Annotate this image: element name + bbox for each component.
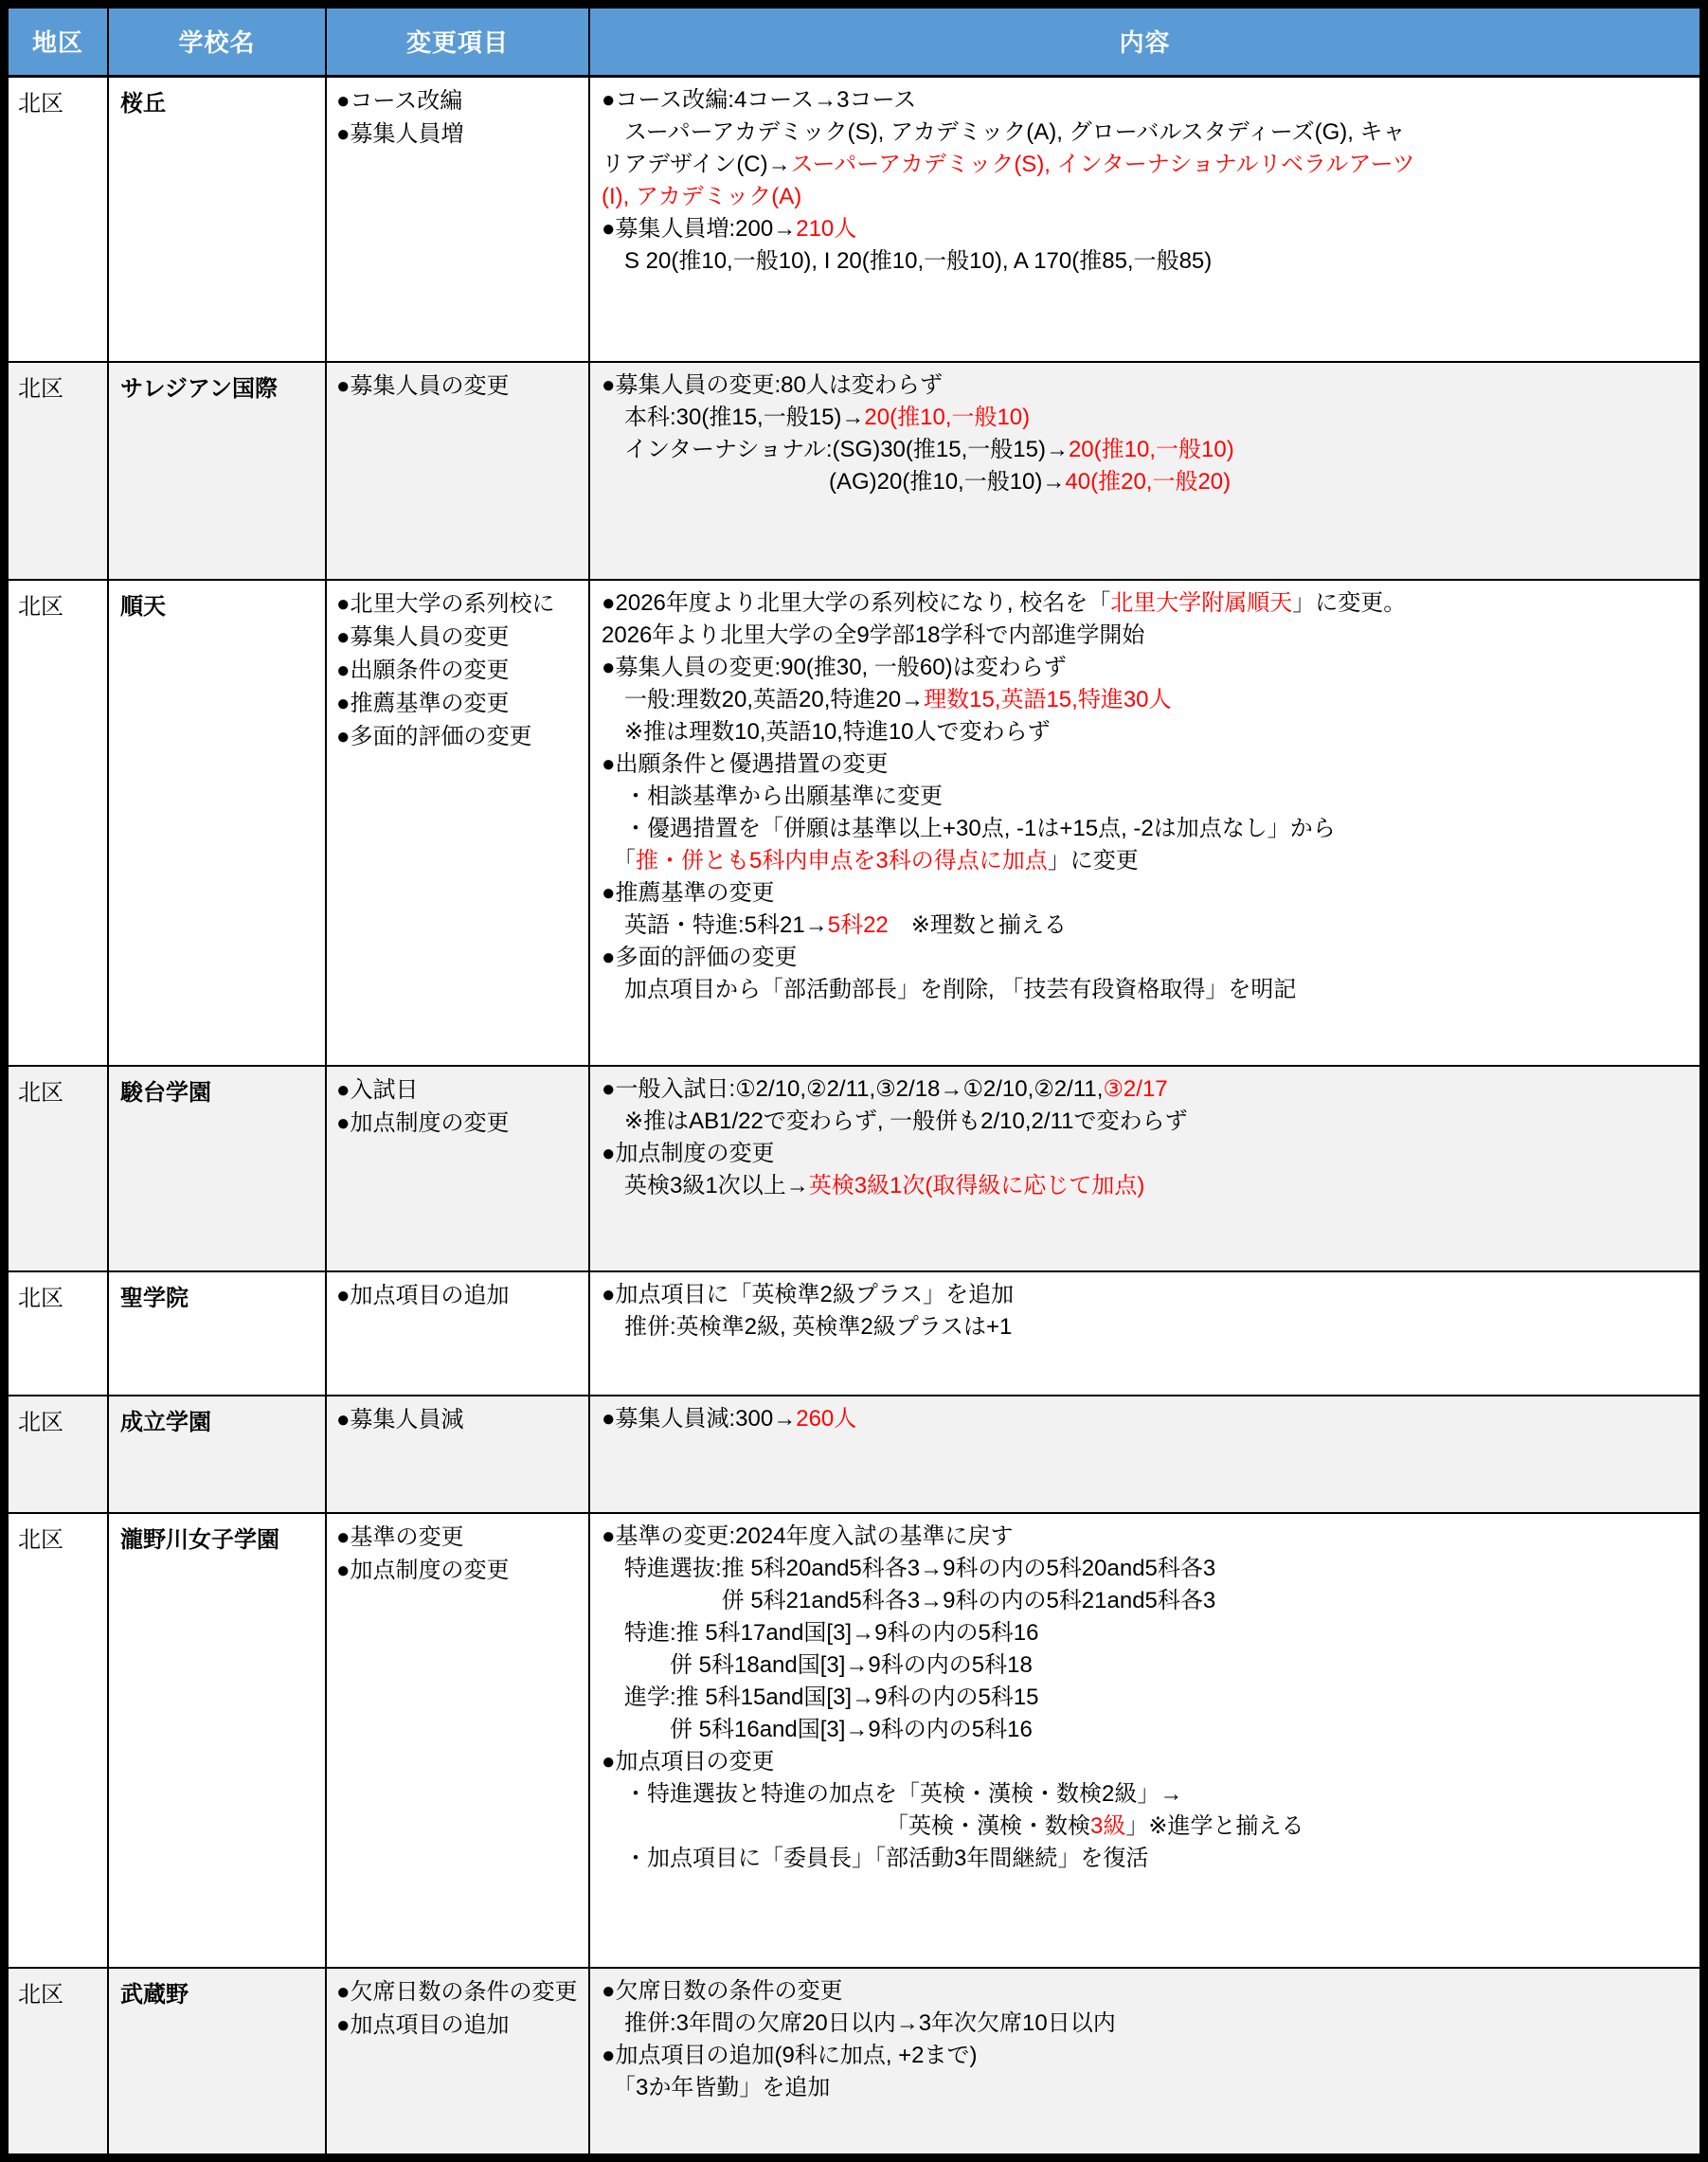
table-row — [8, 76, 1700, 362]
header-district: 地区 — [8, 8, 108, 76]
content-text: ●加点制度の変更 — [602, 1141, 775, 1166]
content-line — [602, 1521, 1692, 1553]
school-name-cell: 聖学院 — [108, 1271, 326, 1396]
content-text: 進学:推 5科15and国[3]→9科の内の5科15 — [602, 1685, 1039, 1710]
content-text: ・加点項目に「委員長」「部活動3年間継続」を復活 — [602, 1846, 1149, 1871]
content-text: ●欠席日数の条件の変更 — [602, 1978, 843, 2004]
change-item: ●加点項目の追加 — [336, 1283, 510, 1308]
content-text: 特進選抜:推 5科20and5科各3→9科の内の5科20and5科各3 — [602, 1556, 1216, 1581]
content-text-highlight: 3級 — [1090, 1813, 1126, 1839]
change-item: ●募集人員増 — [336, 120, 464, 147]
content-line — [602, 1170, 1692, 1202]
change-items-cell — [326, 1513, 589, 1968]
content-text: 」※進学と揃える — [1125, 1813, 1304, 1839]
content-text: ※理数と揃える — [888, 912, 1067, 938]
content-cell — [589, 1066, 1700, 1271]
content-line — [602, 1843, 1692, 1875]
content-line — [602, 652, 1692, 684]
content-text-highlight: 260人 — [796, 1406, 857, 1432]
content-line — [602, 1106, 1692, 1138]
content-text: ●2026年度より北里大学の系列校になり, 校名を「 — [602, 590, 1111, 616]
content-text: インターナショナル:(SG)30(推15,一般15)→ — [602, 437, 1069, 462]
content-text-highlight: (I), アカデミック(A) — [602, 183, 802, 209]
table-row — [8, 1271, 1700, 1396]
content-text: ・優遇措置を「併願は基準以上+30点, -1は+15点, -2は加点なし」から — [602, 816, 1336, 841]
content-text: ●出願条件と優遇措置の変更 — [602, 751, 889, 777]
header-content: 内容 — [589, 8, 1700, 76]
header-row — [8, 8, 1700, 76]
admission-changes-table — [7, 7, 1701, 2155]
district-cell: 北区 — [8, 362, 108, 580]
content-text: 「3か年皆勤」を追加 — [602, 2075, 831, 2100]
content-line — [602, 1682, 1692, 1714]
content-text: 「英検・漢検・数検 — [602, 1813, 1090, 1839]
change-items-cell — [326, 76, 589, 362]
table-body — [8, 76, 1700, 2154]
content-cell — [589, 1513, 1700, 1968]
content-text: ●募集人員増:200→ — [602, 215, 797, 242]
content-line — [602, 369, 1692, 402]
content-line — [602, 1649, 1692, 1682]
school-name-cell: サレジアン国際 — [108, 362, 326, 580]
content-line — [602, 684, 1692, 716]
content-line — [602, 2008, 1692, 2040]
content-text-highlight: 推・併とも5科内申点を3科の得点に加点 — [636, 848, 1048, 874]
content-text: ●コース改編:4コース→3コース — [602, 86, 917, 113]
content-line — [602, 1073, 1692, 1106]
change-item: ●入試日 — [336, 1077, 419, 1103]
content-text: 英語・特進:5科21→ — [602, 912, 828, 938]
change-item: ●募集人員減 — [336, 1407, 464, 1432]
content-text: 2026年より北里大学の全9学部18学科で内部進学開始 — [602, 622, 1145, 648]
school-name-cell: 順天 — [108, 580, 326, 1066]
content-cell — [589, 76, 1700, 362]
content-text: 英検3級1次以上→ — [602, 1173, 809, 1198]
change-item: ●募集人員の変更 — [336, 624, 510, 650]
content-line — [602, 117, 1692, 149]
content-cell — [589, 580, 1700, 1066]
content-line — [602, 974, 1692, 1006]
content-cell — [589, 362, 1700, 580]
change-item: ●加点制度の変更 — [336, 1558, 510, 1583]
district-cell: 北区 — [8, 1066, 108, 1271]
content-text: ・特進選抜と特進の加点を「英検・漢検・数検2級」→ — [602, 1781, 1183, 1807]
content-line — [602, 1311, 1692, 1343]
table-row — [8, 1396, 1700, 1513]
change-items-cell — [326, 1396, 589, 1513]
content-text: 」に変更。 — [1292, 590, 1407, 616]
content-line — [602, 845, 1692, 877]
content-line — [602, 781, 1692, 813]
district-cell: 北区 — [8, 580, 108, 1066]
content-text: 併 5科18and国[3]→9科の内の5科18 — [602, 1652, 1033, 1678]
content-line — [602, 716, 1692, 748]
content-text-highlight: ③2/17 — [1103, 1076, 1168, 1102]
content-line — [602, 84, 1692, 117]
content-cell — [589, 1271, 1700, 1396]
content-text: ●多面的評価の変更 — [602, 945, 798, 970]
change-item: ●募集人員の変更 — [336, 373, 510, 399]
school-name-cell: 駿台学園 — [108, 1066, 326, 1271]
content-line — [602, 1279, 1692, 1311]
school-name-cell: 瀧野川女子学園 — [108, 1513, 326, 1968]
table-row — [8, 1066, 1700, 1271]
content-text-highlight: 理数15,英語15,特進30人 — [924, 687, 1172, 712]
content-text: 特進:推 5科17and国[3]→9科の内の5科16 — [602, 1620, 1039, 1646]
content-text: 併 5科21and5科各3→9科の内の5科21and5科各3 — [602, 1588, 1216, 1613]
change-items-cell — [326, 1968, 589, 2154]
content-line — [602, 1778, 1692, 1811]
content-line — [602, 1585, 1692, 1617]
change-items-cell — [326, 1271, 589, 1396]
table-row — [8, 362, 1700, 580]
content-cell — [589, 1396, 1700, 1513]
content-text: ●加点項目の追加(9科に加点, +2まで) — [602, 2043, 978, 2068]
change-item: ●北里大学の系列校に — [336, 591, 555, 617]
content-text: 加点項目から「部活動部長」を削除, 「技芸有段資格取得」を明記 — [602, 977, 1297, 1002]
school-name-cell: 桜丘 — [108, 76, 326, 362]
content-text-highlight: 英検3級1次(取得級に応じて加点) — [808, 1173, 1145, 1198]
content-text: 本科:30(推15,一般15)→ — [602, 405, 865, 430]
content-line — [602, 620, 1692, 652]
content-text-highlight: スーパーアカデミック(S), インターナショナルリベラルアーツ — [790, 151, 1415, 177]
content-text: ●基準の変更:2024年度入試の基準に戻す — [602, 1523, 1014, 1549]
table-row — [8, 1513, 1700, 1968]
content-text: ●加点項目に「英検準2級プラス」を追加 — [602, 1282, 1015, 1307]
content-line — [602, 2072, 1692, 2104]
content-line — [602, 748, 1692, 781]
change-item: ●コース改編 — [336, 87, 463, 114]
content-text: 一般:理数20,英語20,特進20→ — [602, 687, 925, 712]
content-text: ※推は理数10,英語10,特進10人で変わらず — [602, 719, 1051, 745]
content-line — [602, 1746, 1692, 1778]
content-text-highlight: 210人 — [796, 215, 857, 242]
content-text: 「 — [602, 848, 636, 874]
content-line — [602, 910, 1692, 942]
table-row — [8, 1968, 1700, 2154]
content-text: ●募集人員減:300→ — [602, 1406, 797, 1432]
change-items-cell — [326, 362, 589, 580]
content-text: ・相談基準から出願基準に変更 — [602, 784, 943, 809]
content-text-highlight: 40(推20,一般20) — [1065, 469, 1232, 495]
content-text: 」に変更 — [1047, 848, 1139, 874]
content-text: 推併:英検準2級, 英検準2級プラスは+1 — [602, 1314, 1013, 1340]
content-line — [602, 2040, 1692, 2072]
content-text: ※推はAB1/22で変わらず, 一般併も2/10,2/11で変わらず — [602, 1108, 1188, 1134]
header-school: 学校名 — [108, 8, 326, 76]
content-line — [602, 245, 1692, 278]
content-line — [602, 213, 1692, 245]
change-items-cell — [326, 580, 589, 1066]
change-item: ●推薦基準の変更 — [336, 691, 510, 716]
content-text-highlight: 5科22 — [827, 912, 889, 938]
content-line — [602, 402, 1692, 434]
district-cell: 北区 — [8, 1271, 108, 1396]
district-cell: 北区 — [8, 76, 108, 362]
content-text-highlight: 20(推10,一般10) — [1068, 437, 1234, 462]
school-name-cell: 成立学園 — [108, 1396, 326, 1513]
header-change-items: 変更項目 — [326, 8, 589, 76]
table-row — [8, 580, 1700, 1066]
content-text: スーパーアカデミック(S), アカデミック(A), グローバルスタディーズ(G), キャ — [602, 118, 1406, 145]
content-line — [602, 1714, 1692, 1746]
district-cell: 北区 — [8, 1396, 108, 1513]
content-line — [602, 587, 1692, 620]
content-line — [602, 942, 1692, 974]
content-text: 併 5科16and国[3]→9科の内の5科16 — [602, 1717, 1033, 1742]
district-cell: 北区 — [8, 1968, 108, 2154]
content-line — [602, 813, 1692, 845]
content-line — [602, 149, 1692, 181]
content-line — [602, 1553, 1692, 1585]
content-text: ●一般入試日:①2/10,②2/11,③2/18→①2/10,②2/11, — [602, 1076, 1104, 1102]
content-cell — [589, 1968, 1700, 2154]
change-items-cell — [326, 1066, 589, 1271]
content-line — [602, 1975, 1692, 2008]
content-text: 推併:3年間の欠席20日以内→3年次欠席10日以内 — [602, 2010, 1116, 2036]
change-item: ●多面的評価の変更 — [336, 724, 532, 749]
change-item: ●欠席日数の条件の変更 — [336, 1979, 578, 2005]
content-text: ●募集人員の変更:80人は変わらず — [602, 372, 943, 398]
content-text: S 20(推10,一般10), I 20(推10,一般10), A 170(推85,一般85) — [602, 247, 1213, 274]
content-line — [602, 434, 1692, 466]
content-line — [602, 181, 1692, 213]
change-item: ●基準の変更 — [336, 1524, 464, 1550]
change-item: ●加点項目の追加 — [336, 2012, 510, 2038]
table-header — [8, 8, 1700, 76]
content-text: リアデザイン(C)→ — [602, 151, 791, 177]
content-text: ●加点項目の変更 — [602, 1749, 775, 1775]
content-text: (AG)20(推10,一般10)→ — [602, 469, 1066, 495]
content-line — [602, 1403, 1692, 1435]
content-line — [602, 1617, 1692, 1649]
content-text-highlight: 北里大学附属順天 — [1110, 590, 1293, 616]
content-text: ●推薦基準の変更 — [602, 880, 775, 906]
content-line — [602, 1811, 1692, 1843]
content-line — [602, 1138, 1692, 1170]
content-text-highlight: 20(推10,一般10) — [864, 405, 1031, 430]
school-name-cell: 武蔵野 — [108, 1968, 326, 2154]
content-text: ●募集人員の変更:90(推30, 一般60)は変わらず — [602, 655, 1067, 680]
change-item: ●出願条件の変更 — [336, 658, 510, 683]
content-line — [602, 466, 1692, 498]
change-item: ●加点制度の変更 — [336, 1110, 510, 1136]
district-cell: 北区 — [8, 1513, 108, 1968]
content-line — [602, 877, 1692, 910]
